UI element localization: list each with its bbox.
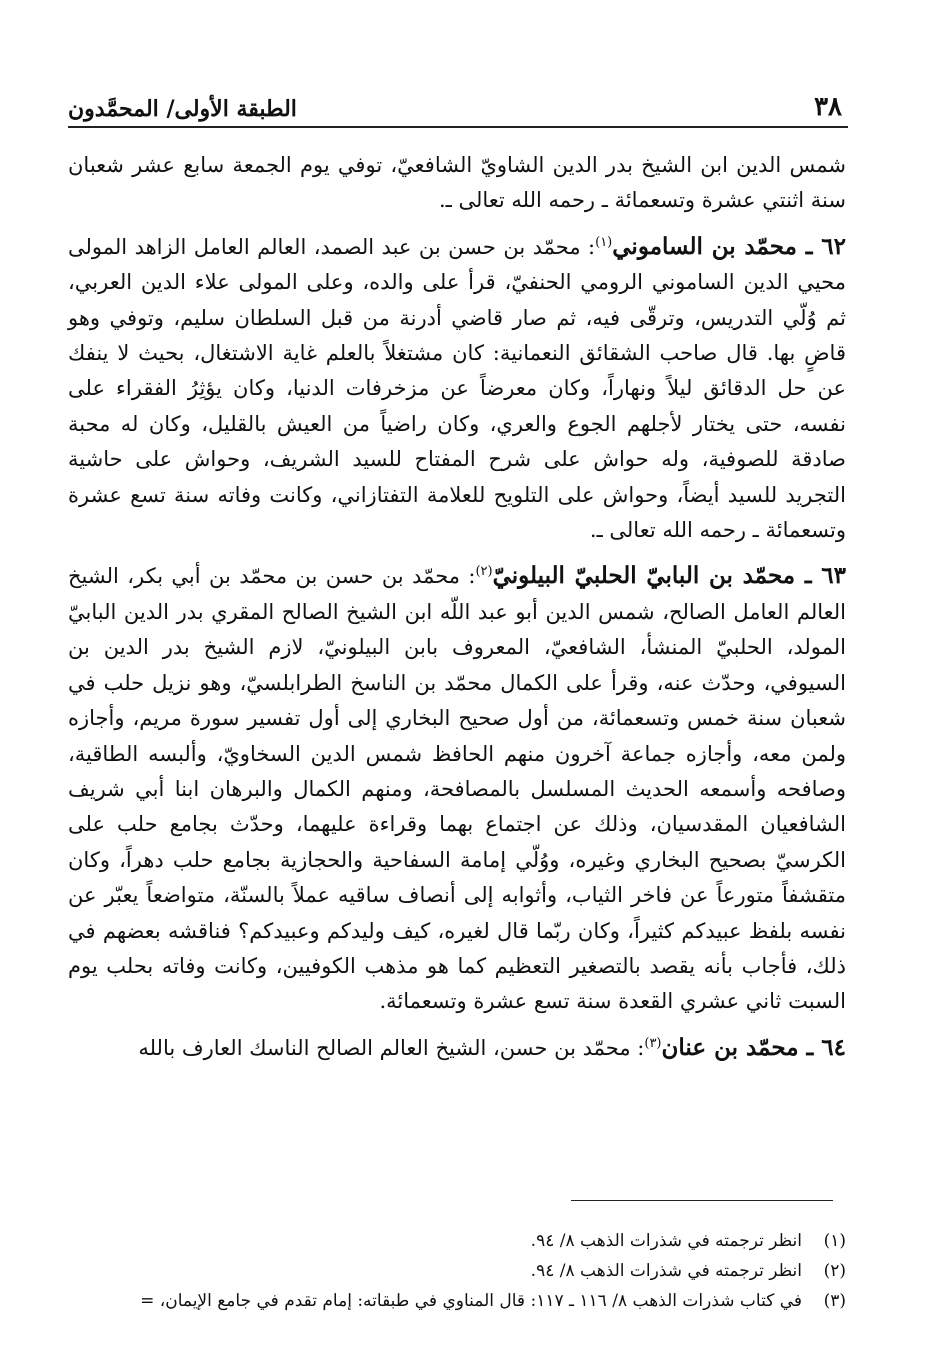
- footnote-ref-2: (٢): [475, 564, 493, 580]
- footnotes: [60, 1226, 846, 1316]
- entry-62-text: : محمّد بن حسن بن عبد الصمد، العالم العامل الزاهد المولى محيي الدين الساموني الرومي الحنفيّ، قرأ على والده، وعلى المولى علاء الدين العربي، ثم وُلّي التدريس، وترقّى فيه، ثم صار قاضي أدرنة من قبل السلطان سليم، وتوفي وهو قاضٍ بها. قال صاحب الشقائق النعمانية: كان مشتغلاً بالعلم غاية الاشتغال، بحيث لا ينفك عن حل الدقائق ليلاً ونهاراً، وكان معرضاً عن مزخرفات الدنيا، وكان يؤثِرُ الفقراء على نفسه، حتى يختار لأجلهم الجوع والعري، وكان راضياً من العيش بالقليل، وكان له محبة صادقة للصوفية، وله حواش على شرح المفتاح للسيد الشريف، وحواش على حاشية التجريد للسيد أيضاً، وحواش على التلويح للعلامة التفتازاني، وكانت وفاته سنة تسع عشرة وتسعمائة ـ رحمه الله تعالى ـ.: [68, 234, 846, 543]
- footnote-text: انظر ترجمته في شذرات الذهب ٨/ ٩٤.: [530, 1261, 802, 1281]
- footnote-1: [60, 1226, 846, 1256]
- footnote-rule: [571, 1200, 833, 1201]
- footnote-number: (٢): [823, 1261, 846, 1281]
- footnote-text: في كتاب شذرات الذهب ٨/ ١١٦ ـ ١١٧: قال المناوي في طبقاته: إمام تقدم في جامع الإيمان، =: [140, 1291, 802, 1311]
- entry-64-text: : محمّد بن حسن، الشيخ العالم الصالح الناسك العارف بالله: [138, 1035, 645, 1060]
- footnote-2: [60, 1256, 846, 1286]
- paragraph-continuation: شمس الدين ابن الشيخ بدر الدين الشاويّ الشافعيّ، توفي يوم الجمعة سابع عشر شعبان سنة اثنتي عشرة وتسعمائة ـ رحمه الله تعالى ـ.: [68, 153, 846, 213]
- entry-63-heading: ٦٣ ـ محمّد بن البابيّ الحلبيّ البيلونيّ: [492, 562, 846, 590]
- entry-64: [68, 1026, 846, 1066]
- entry-62: [68, 225, 846, 549]
- footnote-number: (٣): [823, 1291, 846, 1311]
- footnote-number: (١): [823, 1231, 846, 1251]
- header-rule: [68, 126, 848, 128]
- main-text: [68, 148, 846, 1066]
- footnote-ref-3: (٣): [644, 1035, 662, 1051]
- entry-63: [68, 554, 846, 1019]
- entry-63-text: : محمّد بن حسن بن محمّد بن أبي بكر، الشيخ العالم العامل الصالح، شمس الدين أبو عبد اللّه ابن الشيخ الصالح المقري بدر الدين البابيّ المولد، الحلبيّ المنشأ، الشافعيّ، المعروف بابن البيلونيّ، لازم الشيخ بدر الدين بن السيوفي، وحدّث عنه، وقرأ على الكمال محمّد بن الناسخ الطرابلسيّ، وهو نزيل حلب في شعبان سنة خمس وتسعمائة، من أول صحيح البخاري إلى أول تفسير سورة مريم، وأجازه ولمن معه، وأجازه جماعة آخرون منهم الحافظ شمس الدين السخاويّ، وألبسه الطاقية، وصافحه وأسمعه الحديث المسلسل بالمصافحة، ومنهم الكمال والبرهان ابنا أبي شريف الشافعيان المقدسيان، وذلك عن اجتماع بهما وقراءة عليهما، وحدّث بجامع حلب على الكرسيّ بصحيح البخاري وغيره، ووُلّي إمامة السفاحية والحجازية بجامع حلب دهراً، وكان متقشفاً متورعاً عن فاخر الثياب، وأثوابه إلى أنصاف ساقيه عملاً بالسنّة، متواضعاً يعبّر عن نفسه بلفظ عبيدكم كثيراً، وكان ربّما قال لغيره، كيف وليدكم وعبيدكم؟ فناقشه بعضهم في ذلك، فأجاب بأنه يقصد بالتصغير التعظيم كما هو مذهب الكوفيين، وكانت وفاته بحلب يوم السبت ثاني عشري القعدة سنة تسع عشرة وتسعمائة.: [68, 564, 847, 1014]
- entry-64-heading: ٦٤ ـ محمّد بن عنان: [661, 1033, 846, 1061]
- entry-62-heading: ٦٢ ـ محمّد بن الساموني: [612, 232, 846, 260]
- footnote-text: انظر ترجمته في شذرات الذهب ٨/ ٩٤.: [530, 1231, 802, 1251]
- page-header: [68, 86, 842, 122]
- running-title: الطبقة الأولى/ المحمَّدون: [68, 96, 297, 122]
- footnote-ref-1: (١): [595, 234, 613, 250]
- footnote-3: [60, 1286, 846, 1316]
- page-number: ٣٨: [814, 92, 842, 122]
